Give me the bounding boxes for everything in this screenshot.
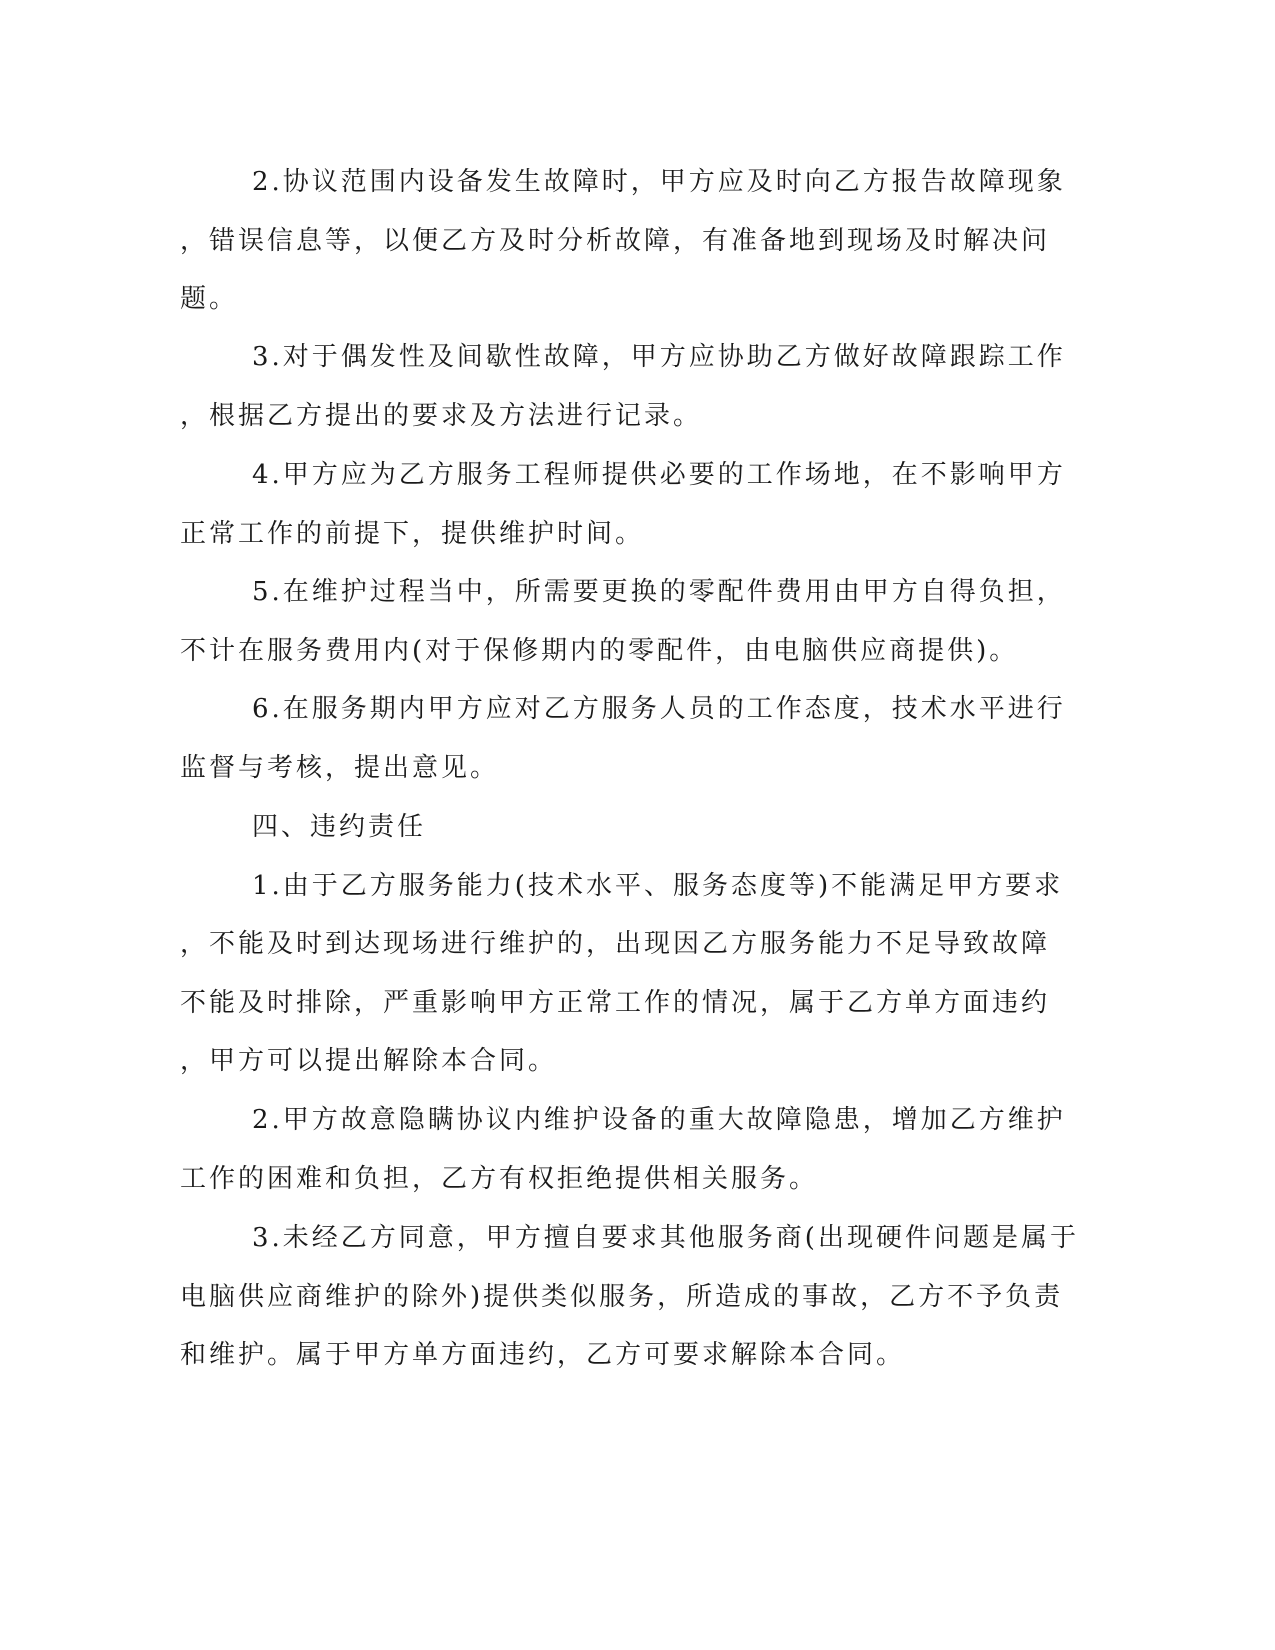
section-heading: 四、违约责任 xyxy=(252,812,427,842)
paragraph-5-line-1: 5.在维护过程当中，所需要更换的零配件费用由甲方自得负担， xyxy=(252,577,1066,607)
breach-1-line-4: ，甲方可以提出解除本合同。 xyxy=(180,1046,558,1076)
paragraph-2-line-3: 题。 xyxy=(180,284,239,314)
paragraph-3-line-1: 3.对于偶发性及间歇性故障，甲方应协助乙方做好故障跟踪工作 xyxy=(252,342,1066,372)
breach-1-line-1: 1.由于乙方服务能力(技术水平、服务态度等)不能满足甲方要求 xyxy=(252,871,1064,901)
breach-2-line-1: 2.甲方故意隐瞒协议内维护设备的重大故障隐患，增加乙方维护 xyxy=(252,1105,1066,1135)
breach-3-line-2: 电脑供应商维护的除外)提供类似服务，所造成的事故，乙方不予负责 xyxy=(180,1282,1064,1312)
paragraph-6-line-2: 监督与考核，提出意见。 xyxy=(180,753,500,783)
breach-3-line-3: 和维护。属于甲方单方面违约，乙方可要求解除本合同。 xyxy=(180,1340,906,1370)
paragraph-2-line-1: 2.协议范围内设备发生故障时，甲方应及时向乙方报告故障现象 xyxy=(252,167,1066,197)
breach-3-line-1: 3.未经乙方同意，甲方擅自要求其他服务商(出现硬件问题是属于 xyxy=(252,1223,1079,1253)
breach-2-line-2: 工作的困难和负担，乙方有权拒绝提供相关服务。 xyxy=(180,1164,819,1194)
paragraph-2-line-2: ，错误信息等，以便乙方及时分析故障，有准备地到现场及时解决问 xyxy=(180,226,1051,256)
paragraph-4-line-1: 4.甲方应为乙方服务工程师提供必要的工作场地，在不影响甲方 xyxy=(252,460,1066,490)
paragraph-3-line-2: ，根据乙方提出的要求及方法进行记录。 xyxy=(180,401,703,431)
breach-1-line-2: ，不能及时到达现场进行维护的，出现因乙方服务能力不足导致故障 xyxy=(180,929,1051,959)
paragraph-4-line-2: 正常工作的前提下，提供维护时间。 xyxy=(180,519,645,549)
paragraph-5-line-2: 不计在服务费用内(对于保修期内的零配件，由电脑供应商提供)。 xyxy=(180,636,1019,666)
paragraph-6-line-1: 6.在服务期内甲方应对乙方服务人员的工作态度，技术水平进行 xyxy=(252,694,1066,724)
breach-1-line-3: 不能及时排除，严重影响甲方正常工作的情况，属于乙方单方面违约 xyxy=(180,988,1051,1018)
